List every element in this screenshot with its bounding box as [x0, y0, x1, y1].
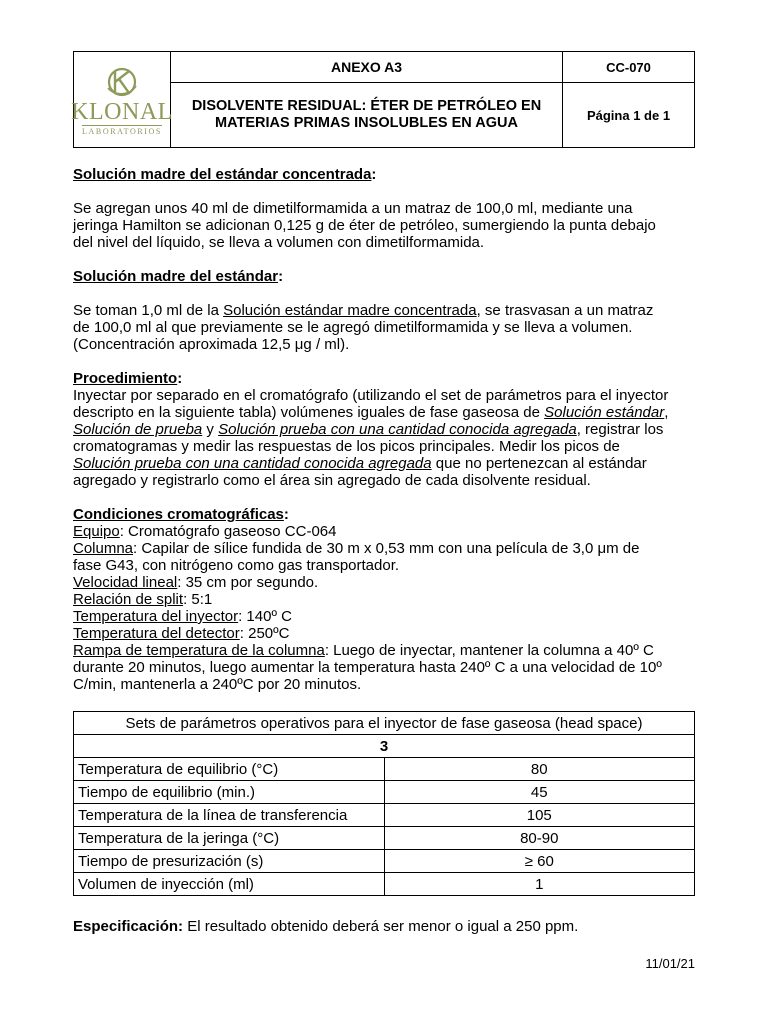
company-logo [71, 64, 173, 136]
condition-value: : 35 cm por segundo. [177, 574, 319, 591]
table-row [74, 827, 695, 850]
paragraph-line: del nivel del líquido, se lleva a volumen con dimetilformamida. [73, 234, 485, 251]
section-heading-procedure [73, 370, 695, 387]
condition-rampa-cont: C/min, mantenerla a 240ºC por 20 minutos. [73, 676, 362, 693]
param-value: 1 [384, 873, 695, 896]
page-number: Página 1 de 1 [563, 83, 695, 148]
condition-inyector [73, 608, 695, 625]
condition-label: Relación de split [73, 591, 184, 608]
text-run: Se toman 1,0 ml de la [73, 302, 224, 319]
param-label: Tiempo de presurización (s) [74, 850, 385, 873]
heading-text: Solución madre del estándar concentrada [73, 166, 372, 183]
table-row [74, 781, 695, 804]
logo-brand-text: KLONAL [71, 98, 173, 125]
condition-label: Equipo [73, 523, 120, 540]
condition-rampa [73, 642, 695, 659]
param-value: 80-90 [384, 827, 695, 850]
condition-columna-cont: fase G43, con nitrógeno como gas transportador. [73, 557, 400, 574]
reference-text: Solución prueba con una cantidad conocida agregada [218, 421, 577, 438]
param-label: Tiempo de equilibrio (min.) [74, 781, 385, 804]
param-value: 45 [384, 781, 695, 804]
condition-columna [73, 540, 695, 557]
section-heading-stock-standard [73, 268, 695, 285]
injector-parameters-table [73, 711, 695, 896]
condition-equipo [73, 523, 695, 540]
param-value: ≥ 60 [384, 850, 695, 873]
param-value: 105 [384, 804, 695, 827]
text-run: descripto en la siguiente tabla) volúmenes iguales de fase gaseosa de [73, 404, 545, 421]
klonal-emblem-icon [102, 64, 142, 100]
heading-colon: : [177, 370, 183, 387]
text-run: , registrar los [576, 421, 664, 438]
reference-text: Solución estándar madre concentrada [223, 302, 477, 319]
paragraph-line: cromatogramas y medir las respuestas de los picos principales. Medir los picos de [73, 438, 620, 455]
reference-text: Solución prueba con una cantidad conocida agregada [73, 455, 432, 472]
param-label: Temperatura de la línea de transferencia [74, 804, 385, 827]
paragraph-line [73, 302, 695, 319]
reference-text: Solución estándar [544, 404, 665, 421]
condition-value: : Capilar de sílice fundida de 30 m x 0,53 mm con una película de 3,0 μm de [133, 540, 640, 557]
paragraph-line: Se agregan unos 40 ml de dimetilformamida a un matraz de 100,0 ml, mediante una [73, 200, 633, 217]
text-run: , [664, 404, 669, 421]
condition-value: : Cromatógrafo gaseoso CC-064 [119, 523, 337, 540]
condition-label: Rampa de temperatura de la columna [73, 642, 325, 659]
text-run: , se trasvasan a un matraz [476, 302, 654, 319]
param-label: Volumen de inyección (ml) [74, 873, 385, 896]
table-title: Sets de parámetros operativos para el inyector de fase gaseosa (head space) [74, 712, 695, 735]
specification [73, 918, 695, 935]
param-value: 80 [384, 758, 695, 781]
table-set-number: 3 [74, 735, 695, 758]
subtitle-line-1: DISOLVENTE RESIDUAL: ÉTER DE PETRÓLEO EN [191, 98, 542, 115]
paragraph-line: jeringa Hamilton se adicionan 0,125 g de éter de petróleo, sumergiendo la punta debajo [73, 217, 656, 234]
logo-subtitle-text: LABORATORIOS [82, 126, 162, 136]
table-row [74, 804, 695, 827]
heading-colon: : [283, 506, 289, 523]
table-row [74, 873, 695, 896]
section-heading-chromatographic-conditions [73, 506, 695, 523]
table-row [74, 850, 695, 873]
paragraph-line [73, 455, 695, 472]
heading-text: Procedimiento [73, 370, 178, 387]
paragraph-line [73, 421, 695, 438]
text-run: que no pertenezcan al estándar [431, 455, 647, 472]
condition-label: Temperatura del detector [73, 625, 240, 642]
logo-cell [71, 52, 173, 148]
param-label: Temperatura de equilibrio (°C) [74, 758, 385, 781]
condition-label: Temperatura del inyector [73, 608, 239, 625]
footer-date: 11/01/21 [645, 956, 695, 971]
condition-rampa-cont: durante 20 minutos, luego aumentar la temperatura hasta 240º C a una velocidad de 10º [73, 659, 662, 676]
subtitle-line-2: MATERIAS PRIMAS INSOLUBLES EN AGUA [215, 115, 518, 132]
condition-value: : 5:1 [183, 591, 213, 608]
condition-detector [73, 625, 695, 642]
table-row [74, 758, 695, 781]
heading-text: Condiciones cromatográficas [73, 506, 284, 523]
document-title: ANEXO A3 [171, 52, 563, 83]
document-header [73, 51, 695, 148]
section-heading-stock-concentrated [73, 166, 695, 183]
document-code: CC-070 [563, 52, 695, 83]
document-body [73, 166, 695, 693]
reference-text: Solución de prueba [73, 421, 203, 438]
condition-value: : 250ºC [239, 625, 290, 642]
condition-value: : 140º C [238, 608, 292, 625]
paragraph-line: (Concentración aproximada 12,5 μg / ml). [73, 336, 350, 353]
paragraph-line [73, 404, 695, 421]
condition-value: : Luego de inyectar, mantener la columna a 40º C [324, 642, 654, 659]
paragraph-line: Inyectar por separado en el cromatógrafo (utilizando el set de parámetros para el inyector [73, 387, 669, 404]
specification-label: Especificación: [73, 918, 184, 935]
specification-text: El resultado obtenido deberá ser menor o igual a 250 ppm. [183, 918, 579, 935]
heading-colon: : [278, 268, 284, 285]
param-label: Temperatura de la jeringa (°C) [74, 827, 385, 850]
paragraph-line: agregado y registrarlo como el área sin agregado de cada disolvente residual. [73, 472, 591, 489]
paragraph-line: de 100,0 ml al que previamente se le agregó dimetilformamida y se lleva a volumen. [73, 319, 633, 336]
condition-label: Velocidad lineal [73, 574, 178, 591]
document-subtitle [171, 83, 563, 148]
heading-text: Solución madre del estándar [73, 268, 279, 285]
condition-split [73, 591, 695, 608]
condition-label: Columna [73, 540, 134, 557]
text-run: y [202, 421, 219, 438]
condition-velocidad [73, 574, 695, 591]
heading-colon: : [371, 166, 377, 183]
